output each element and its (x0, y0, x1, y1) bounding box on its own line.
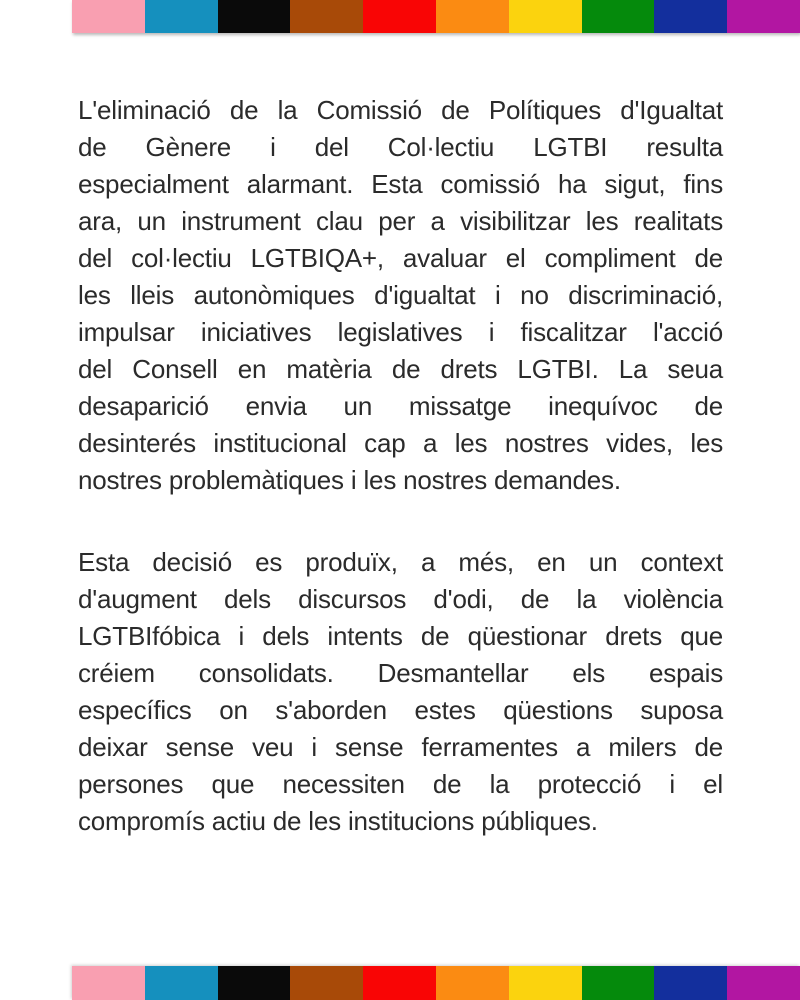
text-line: les lleis autonòmiques d'igualtat i no discriminació, (78, 280, 723, 310)
stripe-dark-blue (654, 966, 727, 1000)
stripe-green (582, 0, 655, 33)
stripe-brown (290, 966, 363, 1000)
stripe-yellow (509, 966, 582, 1000)
text-line: L'eliminació de la Comissió de Polítiques d'Igualtat (78, 95, 723, 125)
stripe-black (218, 0, 291, 33)
text-line: LGTBIfóbica i dels intents de qüestionar drets que (78, 621, 723, 651)
stripe-magenta (727, 0, 800, 33)
stripe-pink (72, 0, 145, 33)
text-line: del Consell en matèria de drets LGTBI. La seua (78, 354, 723, 384)
text-line: créiem consolidats. Desmantellar els espais (78, 658, 723, 688)
paragraph-context-hate-speech (78, 544, 723, 840)
stripe-orange (436, 966, 509, 1000)
text-line: d'augment dels discursos d'odi, de la violència (78, 584, 723, 614)
text-line: del col·lectiu LGTBIQA+, avaluar el compliment de (78, 243, 723, 273)
paragraph-commission-elimination (78, 92, 723, 499)
text-line: desaparició envia un missatge inequívoc de (78, 391, 723, 421)
stripe-dark-blue (654, 0, 727, 33)
stripe-red (363, 0, 436, 33)
text-line: Esta decisió es produïx, a més, en un context (78, 547, 723, 577)
text-line: especialment alarmant. Esta comissió ha sigut, fins (78, 169, 723, 199)
text-line: compromís actiu de les institucions públiques. (78, 806, 598, 836)
text-line: persones que necessiten de la protecció i el (78, 769, 723, 799)
pride-flag-bar-top (72, 0, 800, 33)
stripe-light-blue (145, 0, 218, 33)
stripe-light-blue (145, 966, 218, 1000)
document-body (78, 92, 723, 885)
text-line: deixar sense veu i sense ferramentes a milers de (78, 732, 723, 762)
stripe-yellow (509, 0, 582, 33)
text-line: impulsar iniciatives legislatives i fiscalitzar l'acció (78, 317, 723, 347)
stripe-red (363, 966, 436, 1000)
stripe-black (218, 966, 291, 1000)
stripe-pink (72, 966, 145, 1000)
stripe-orange (436, 0, 509, 33)
pride-flag-bar-bottom (72, 966, 800, 1000)
text-line: nostres problemàtiques i les nostres demandes. (78, 465, 621, 495)
stripe-green (582, 966, 655, 1000)
text-line: específics on s'aborden estes qüestions suposa (78, 695, 723, 725)
stripe-brown (290, 0, 363, 33)
stripe-magenta (727, 966, 800, 1000)
text-line: de Gènere i del Col·lectiu LGTBI resulta (78, 132, 723, 162)
text-line: desinterés institucional cap a les nostres vides, les (78, 428, 723, 458)
text-line: ara, un instrument clau per a visibilitzar les realitats (78, 206, 723, 236)
